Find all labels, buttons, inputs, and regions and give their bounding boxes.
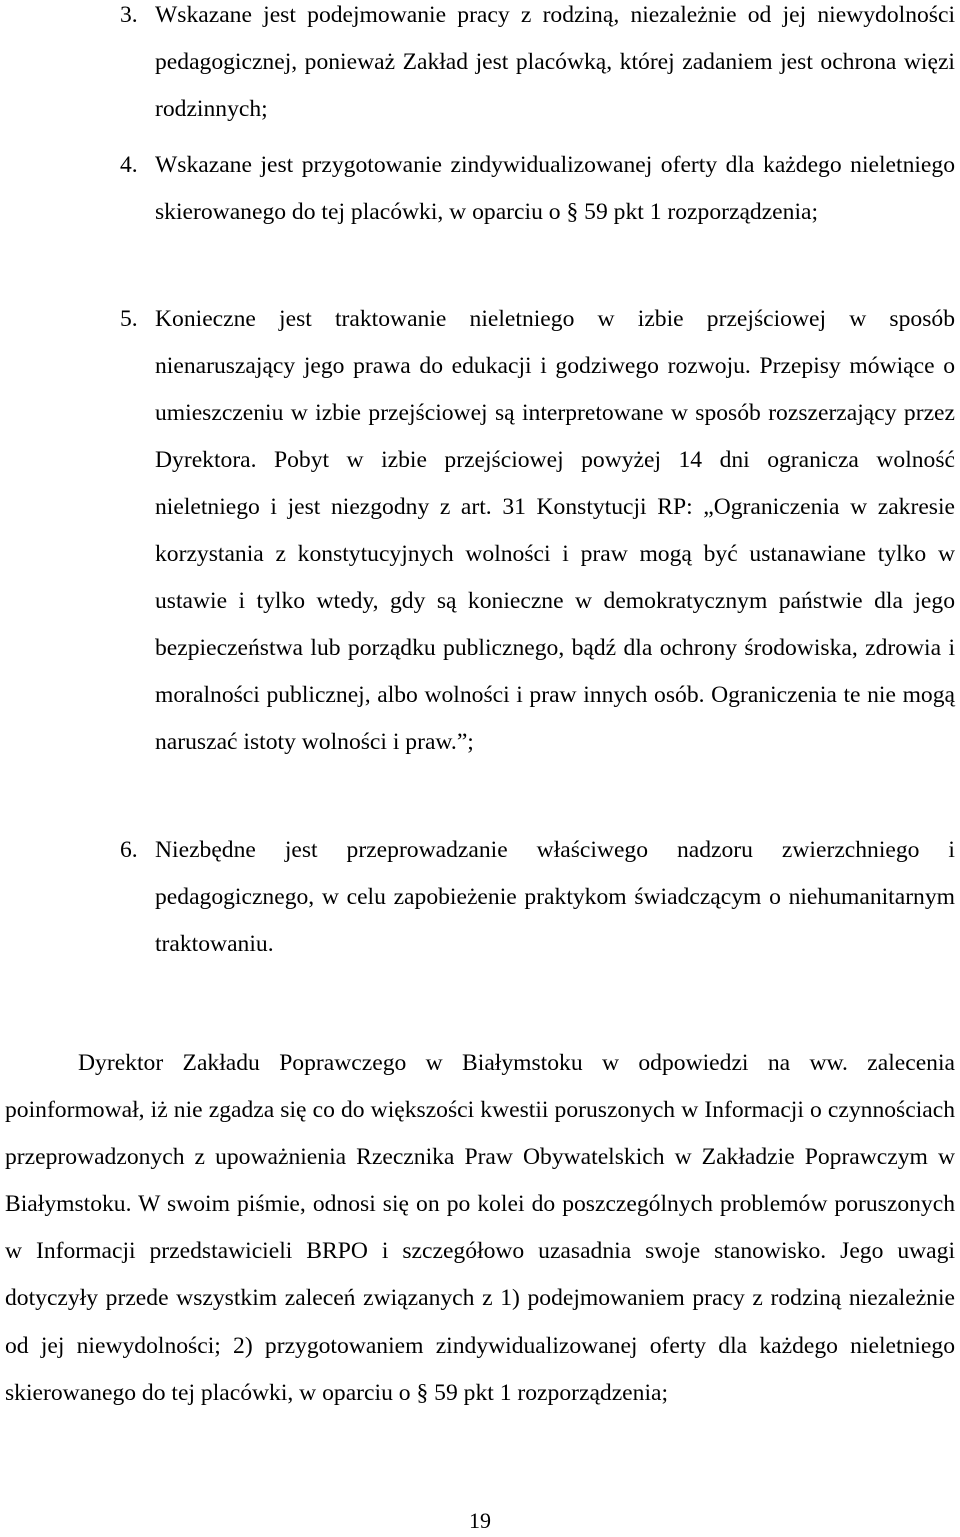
list-item-text: Niezbędne jest przeprowadzanie właściwego nadzoru zwierzchniego i pedagogicznego, w celu zapobieżenie praktykom świadczącym o niehumanitarnym traktowaniu. (155, 837, 955, 957)
list-item-text: Wskazane jest przygotowanie zindywidualizowanej oferty dla każdego nieletniego skierowanego do tej placówki, w oparciu o § 59 pkt 1 rozporządzenia; (155, 152, 955, 225)
list-item-number: 5. (120, 306, 138, 332)
body-paragraph: Dyrektor Zakładu Poprawczego w Białymstoku w odpowiedzi na ww. zalecenia poinformował, iż nie zgadza się co do większości kwestii poruszonych w Informacji o czynnościach przeprowadzonych z upoważnienia Rzecznika Praw Obywatelskich w Zakładzie Poprawczym w Białymstoku. W swoim piśmie, odnosi się on po kolei do poszczególnych problemów poruszonych w Informacji przedstawicieli BRPO i szczegółowo uzasadnia swoje stanowisko. Jego uwagi dotyczyły przede wszystkim zaleceń związanych z 1) podejmowaniem pracy z rodziną niezależnie od jej niewydolności; 2) przygotowaniem zindywidualizowanej oferty dla każdego nieletniego skierowanego do tej placówki, w oparciu o § 59 pkt 1 rozporządzenia; (5, 1050, 955, 1406)
list-item-number: 4. (120, 152, 138, 178)
list-item-text: Wskazane jest podejmowanie pracy z rodziną, niezależnie od jej niewydolności pedagogicznej, ponieważ Zakład jest placówką, której zadaniem jest ochrona więzi rodzinnych; (155, 2, 955, 122)
list-item-number: 3. (120, 2, 138, 28)
page-number: 19 (469, 1508, 491, 1533)
list-item-number: 6. (120, 837, 138, 863)
list-item-text: Konieczne jest traktowanie nieletniego w izbie przejściowej w sposób nienaruszający jego prawa do edukacji i godziwego rozwoju. Przepisy mówiące o umieszczeniu w izbie przejściowej są interpretowane w sposób rozszerzający przez Dyrektora. Pobyt w izbie przejściowej powyżej 14 dni ogranicza wolność nieletniego i jest niezgodny z art. 31 Konstytucji RP: „Ograniczenia w zakresie korzystania z konstytucyjnych wolności i praw mogą być ustanawiane tylko w ustawie i tylko wtedy, gdy są konieczne w demokratycznym państwie dla jego bezpieczeństwa lub porządku publicznego, bądź dla ochrony środowiska, zdrowia i moralności publicznej, albo wolności i praw innych osób. Ograniczenia te nie mogą naruszać istoty wolności i praw.”; (155, 306, 955, 755)
